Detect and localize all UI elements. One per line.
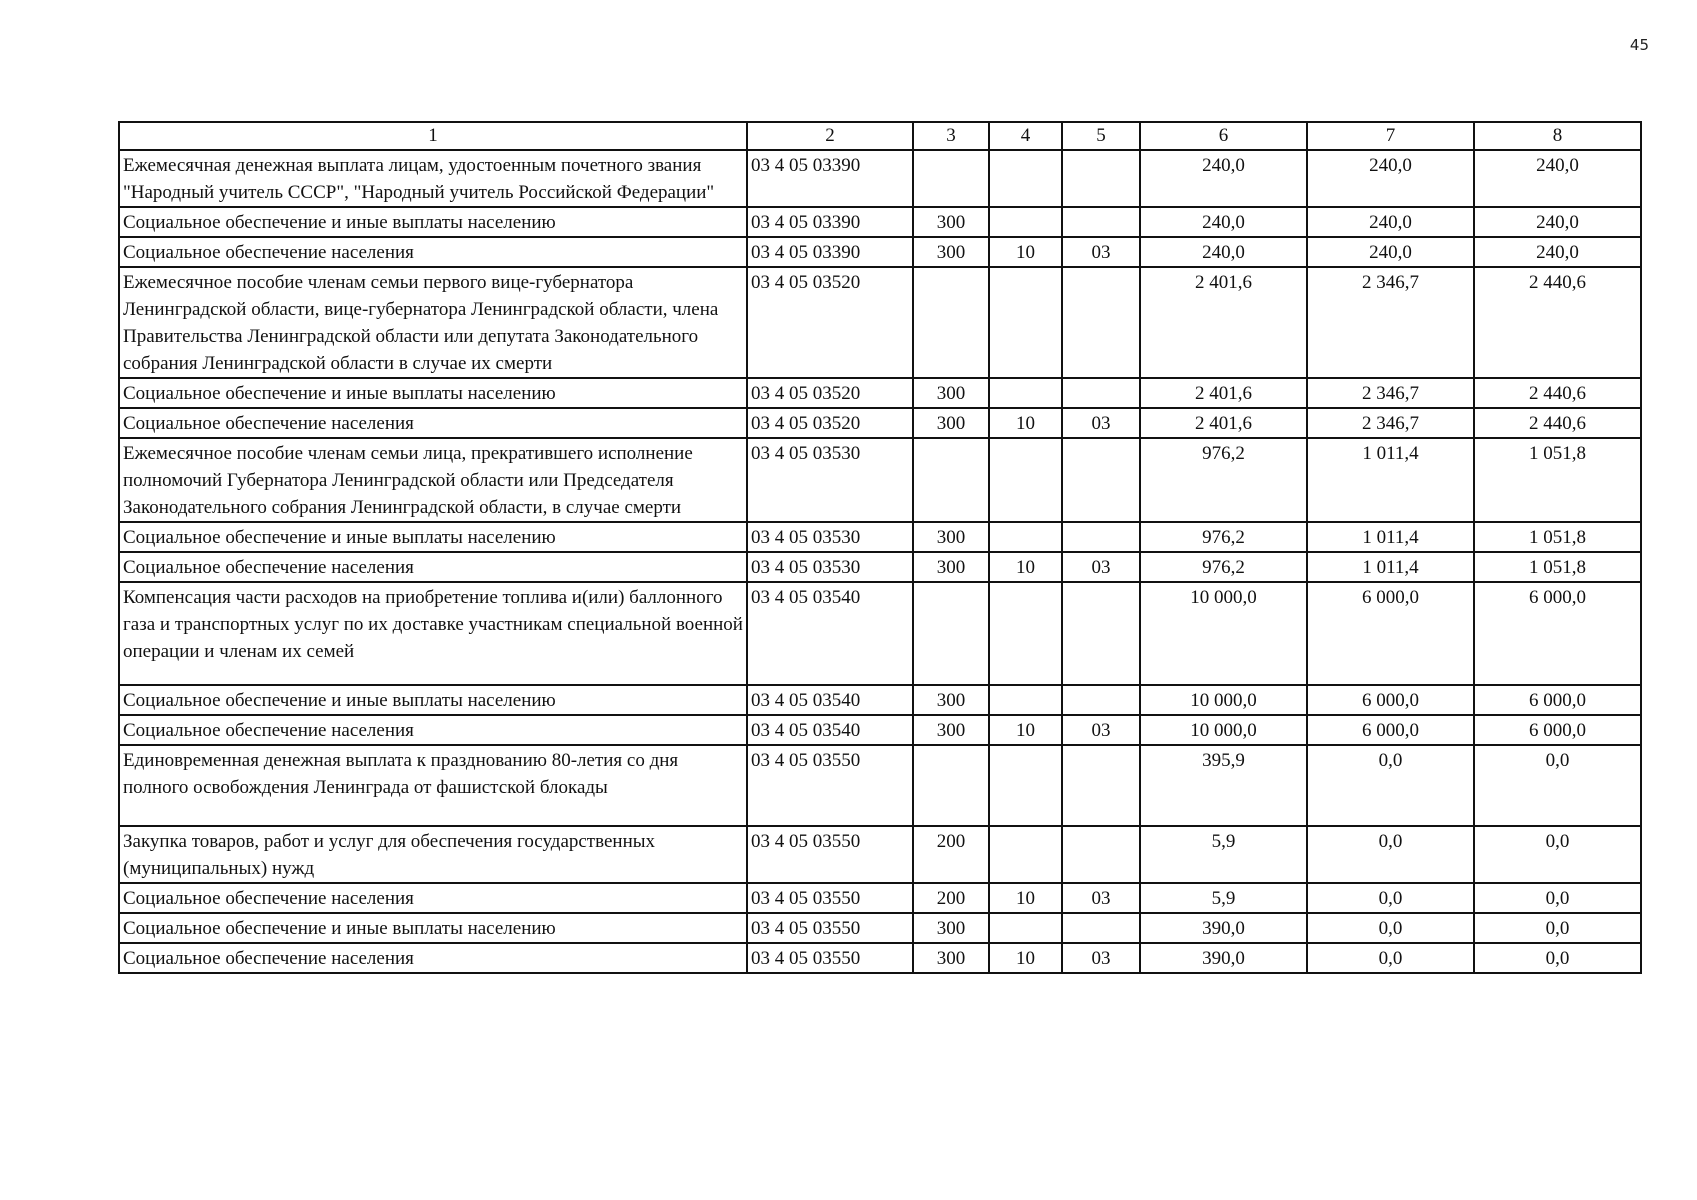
row-code: 03 4 05 03540 [747,685,913,715]
row-code: 03 4 05 03520 [747,378,913,408]
row-col3: 200 [913,826,989,883]
row-value-6: 10 000,0 [1140,582,1307,685]
row-code: 03 4 05 03520 [747,408,913,438]
row-col4 [989,826,1062,883]
row-col3: 300 [913,715,989,745]
row-value-7: 0,0 [1307,913,1474,943]
row-col5 [1062,378,1140,408]
row-value-8: 0,0 [1474,943,1641,973]
row-code: 03 4 05 03520 [747,267,913,378]
row-col5: 03 [1062,237,1140,267]
row-col4 [989,582,1062,685]
row-value-7: 2 346,7 [1307,378,1474,408]
row-name: Ежемесячная денежная выплата лицам, удостоенным почетного звания "Народный учитель СССР", "Народный учитель Российской Федерации" [119,150,747,207]
row-col3: 300 [913,552,989,582]
row-col4 [989,378,1062,408]
row-col4 [989,438,1062,522]
table-row [119,685,1641,715]
column-header: 8 [1474,122,1641,150]
row-value-6: 390,0 [1140,943,1307,973]
row-value-7: 0,0 [1307,883,1474,913]
page-number: 45 [1629,36,1649,54]
row-value-8: 0,0 [1474,913,1641,943]
table-row [119,552,1641,582]
row-value-6: 390,0 [1140,913,1307,943]
row-code: 03 4 05 03390 [747,237,913,267]
table-row [119,150,1641,207]
row-value-8: 2 440,6 [1474,378,1641,408]
row-col3: 300 [913,913,989,943]
row-name: Социальное обеспечение и иные выплаты населению [119,685,747,715]
header-row [119,122,1641,150]
column-header: 5 [1062,122,1140,150]
row-name: Социальное обеспечение и иные выплаты населению [119,378,747,408]
row-value-6: 5,9 [1140,883,1307,913]
table-row [119,826,1641,883]
row-name: Социальное обеспечение населения [119,237,747,267]
column-header: 4 [989,122,1062,150]
table-row [119,237,1641,267]
row-col5 [1062,438,1140,522]
table-row [119,438,1641,522]
row-value-8: 0,0 [1474,745,1641,826]
row-value-8: 6 000,0 [1474,715,1641,745]
row-value-7: 0,0 [1307,745,1474,826]
table-row [119,913,1641,943]
table-row [119,745,1641,826]
row-name: Закупка товаров, работ и услуг для обеспечения государственных (муниципальных) нужд [119,826,747,883]
row-value-6: 10 000,0 [1140,685,1307,715]
row-col4 [989,150,1062,207]
row-value-8: 0,0 [1474,883,1641,913]
row-value-6: 2 401,6 [1140,378,1307,408]
row-value-7: 6 000,0 [1307,582,1474,685]
row-value-7: 6 000,0 [1307,715,1474,745]
row-name: Социальное обеспечение населения [119,715,747,745]
row-col5 [1062,745,1140,826]
row-col5 [1062,267,1140,378]
row-value-6: 2 401,6 [1140,408,1307,438]
row-value-6: 240,0 [1140,237,1307,267]
row-name: Социальное обеспечение и иные выплаты населению [119,913,747,943]
row-name: Ежемесячное пособие членам семьи лица, прекратившего исполнение полномочий Губернатора Ленинградской области или Председателя Законодательного собрания Ленинградской области, в случае смерти [119,438,747,522]
row-code: 03 4 05 03390 [747,207,913,237]
row-code: 03 4 05 03550 [747,745,913,826]
row-value-7: 240,0 [1307,150,1474,207]
row-name: Социальное обеспечение населения [119,552,747,582]
row-value-8: 0,0 [1474,826,1641,883]
row-value-8: 240,0 [1474,150,1641,207]
row-name: Единовременная денежная выплата к празднованию 80-летия со дня полного освобождения Ленинграда от фашистской блокады [119,745,747,826]
row-code: 03 4 05 03550 [747,913,913,943]
row-value-7: 2 346,7 [1307,267,1474,378]
row-col5 [1062,913,1140,943]
table-row [119,943,1641,973]
row-value-7: 2 346,7 [1307,408,1474,438]
row-col3: 300 [913,207,989,237]
row-value-8: 2 440,6 [1474,267,1641,378]
row-name: Социальное обеспечение населения [119,408,747,438]
row-col4: 10 [989,943,1062,973]
row-name: Компенсация части расходов на приобретение топлива и(или) баллонного газа и транспортных услуг по их доставке участникам специальной военной операции и членам их семей [119,582,747,685]
row-value-7: 1 011,4 [1307,522,1474,552]
row-col3: 300 [913,408,989,438]
row-value-7: 240,0 [1307,207,1474,237]
column-header: 6 [1140,122,1307,150]
row-value-6: 10 000,0 [1140,715,1307,745]
row-col5 [1062,582,1140,685]
row-col4: 10 [989,883,1062,913]
table-row [119,522,1641,552]
row-col5 [1062,826,1140,883]
row-col4: 10 [989,715,1062,745]
row-col5: 03 [1062,883,1140,913]
row-col4: 10 [989,552,1062,582]
row-value-7: 1 011,4 [1307,552,1474,582]
row-col3: 200 [913,883,989,913]
row-col5 [1062,522,1140,552]
row-value-7: 0,0 [1307,943,1474,973]
row-code: 03 4 05 03530 [747,552,913,582]
row-col4 [989,207,1062,237]
row-value-8: 2 440,6 [1474,408,1641,438]
row-name: Социальное обеспечение населения [119,883,747,913]
row-code: 03 4 05 03550 [747,826,913,883]
row-value-6: 976,2 [1140,552,1307,582]
row-code: 03 4 05 03550 [747,883,913,913]
row-col3: 300 [913,943,989,973]
row-col4 [989,685,1062,715]
row-code: 03 4 05 03540 [747,715,913,745]
row-col4: 10 [989,237,1062,267]
row-col5: 03 [1062,943,1140,973]
table-row [119,582,1641,685]
row-col3 [913,267,989,378]
row-col4 [989,267,1062,378]
row-value-6: 395,9 [1140,745,1307,826]
row-col3: 300 [913,685,989,715]
table-row [119,267,1641,378]
table-row [119,207,1641,237]
table-row [119,408,1641,438]
row-value-8: 6 000,0 [1474,685,1641,715]
row-value-6: 240,0 [1140,150,1307,207]
row-value-6: 976,2 [1140,522,1307,552]
column-header: 2 [747,122,913,150]
row-col3 [913,745,989,826]
row-value-7: 240,0 [1307,237,1474,267]
row-col4 [989,913,1062,943]
row-code: 03 4 05 03540 [747,582,913,685]
row-code: 03 4 05 03390 [747,150,913,207]
row-value-7: 0,0 [1307,826,1474,883]
row-col5 [1062,207,1140,237]
row-name: Социальное обеспечение населения [119,943,747,973]
row-col5: 03 [1062,408,1140,438]
row-col3 [913,582,989,685]
row-value-6: 2 401,6 [1140,267,1307,378]
row-name: Ежемесячное пособие членам семьи первого вице-губернатора Ленинградской области, вице-губернатора Ленинградской области, члена Правительства Ленинградской области или депутата Законодательного собрания Ленинградской области в случае их смерти [119,267,747,378]
table-row [119,378,1641,408]
row-value-8: 240,0 [1474,237,1641,267]
row-col4 [989,522,1062,552]
row-col4: 10 [989,408,1062,438]
budget-table [118,121,1642,974]
column-header: 7 [1307,122,1474,150]
row-col5: 03 [1062,715,1140,745]
row-col5 [1062,150,1140,207]
row-name: Социальное обеспечение и иные выплаты населению [119,207,747,237]
row-col3: 300 [913,378,989,408]
row-value-6: 5,9 [1140,826,1307,883]
row-value-8: 1 051,8 [1474,552,1641,582]
row-value-7: 1 011,4 [1307,438,1474,522]
row-col3: 300 [913,522,989,552]
table-row [119,883,1641,913]
row-value-8: 1 051,8 [1474,522,1641,552]
row-col5 [1062,685,1140,715]
row-value-8: 6 000,0 [1474,582,1641,685]
row-value-6: 240,0 [1140,207,1307,237]
row-code: 03 4 05 03530 [747,522,913,552]
row-code: 03 4 05 03550 [747,943,913,973]
table-row [119,715,1641,745]
row-col5: 03 [1062,552,1140,582]
column-header: 3 [913,122,989,150]
row-value-6: 976,2 [1140,438,1307,522]
row-col4 [989,745,1062,826]
row-value-7: 6 000,0 [1307,685,1474,715]
row-col3: 300 [913,237,989,267]
row-col3 [913,438,989,522]
row-code: 03 4 05 03530 [747,438,913,522]
column-header: 1 [119,122,747,150]
row-value-8: 1 051,8 [1474,438,1641,522]
row-value-8: 240,0 [1474,207,1641,237]
row-name: Социальное обеспечение и иные выплаты населению [119,522,747,552]
row-col3 [913,150,989,207]
